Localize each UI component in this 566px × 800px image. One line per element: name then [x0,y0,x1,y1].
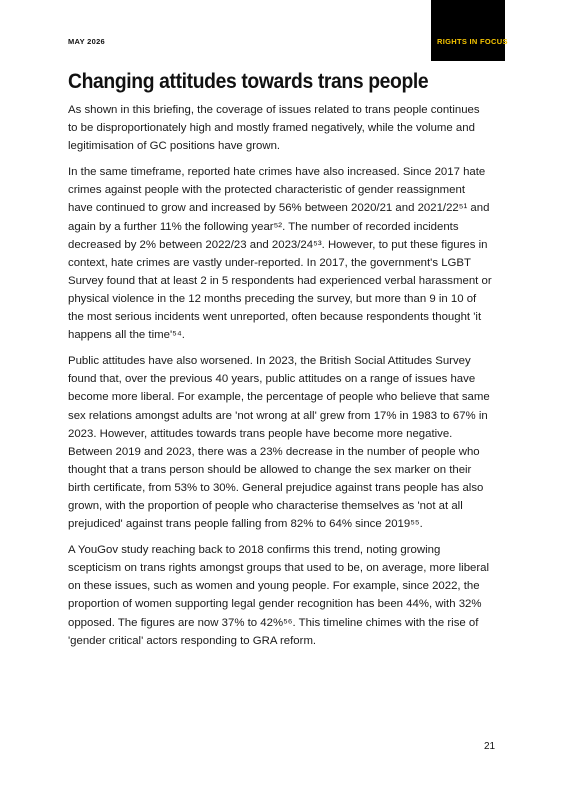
body-text [68,101,492,658]
section-tag: RIGHTS IN FOCUS [431,0,505,61]
header-date: MAY 2026 [68,37,106,46]
page-title: Changing attitudes towards trans people [68,70,429,93]
paragraph: A YouGov study reaching back to 2018 confirms this trend, noting growing scepticism on trans rights amongst groups that used to be, on average, more liberal on these issues, such as women and young people. For example, since 2022, the proportion of women supporting legal gender recognition has been 44%, with 32% opposed. The figures are now 37% to 42%⁵⁶. This timeline chimes with the rise of 'gender critical' actors responding to GRA reform. [68,544,490,647]
page-number: 21 [484,741,496,752]
paragraph: Public attitudes have also worsened. In 2023, the British Social Attitudes Survey found that, over the previous 40 years, public attitudes on a range of issues have become more liberal. For example, the percentage of people who believe that same sex relations amongst adults are 'not wrong at all' grew from 17% in 1983 to 67% in 2023. However, attitudes towards trans people have become more negative. Between 2019 and 2023, there was a 23% decrease in the number of people who thought that a trans person should be allowed to change the sex marker on their birth certificate, from 53% to 30%. General prejudice against trans people has also grown, with the proportion of people who characterise themselves as 'not at all prejudiced' against trans people falling from 82% to 64% since 2019⁵⁵. [68,355,490,531]
paragraph: In the same timeframe, reported hate crimes have also increased. Since 2017 hate crimes against people with the protected characteristic of gender reassignment have continued to grow and increased by 56% between 2020/21 and 2021/22⁵¹ and again by a further 11% the following year⁵². The number of recorded incidents decreased by 2% between 2022/23 and 2023/24⁵³. However, to put these figures in context, hate crimes are vastly under-reported. In 2017, the government's LGBT Survey found that at least 2 in 5 respondents had experienced verbal harassment or physical violence in the 12 months preceding the survey, but more than 9 in 10 of the most serious incidents went unreported, often because respondents thought 'it happens all the time'⁵⁴. [68,166,492,342]
paragraph: As shown in this briefing, the coverage of issues related to trans people continues to be disproportionately high and mostly framed negatively, while the volume and legitimisation of GC positions have grown. [68,104,480,153]
